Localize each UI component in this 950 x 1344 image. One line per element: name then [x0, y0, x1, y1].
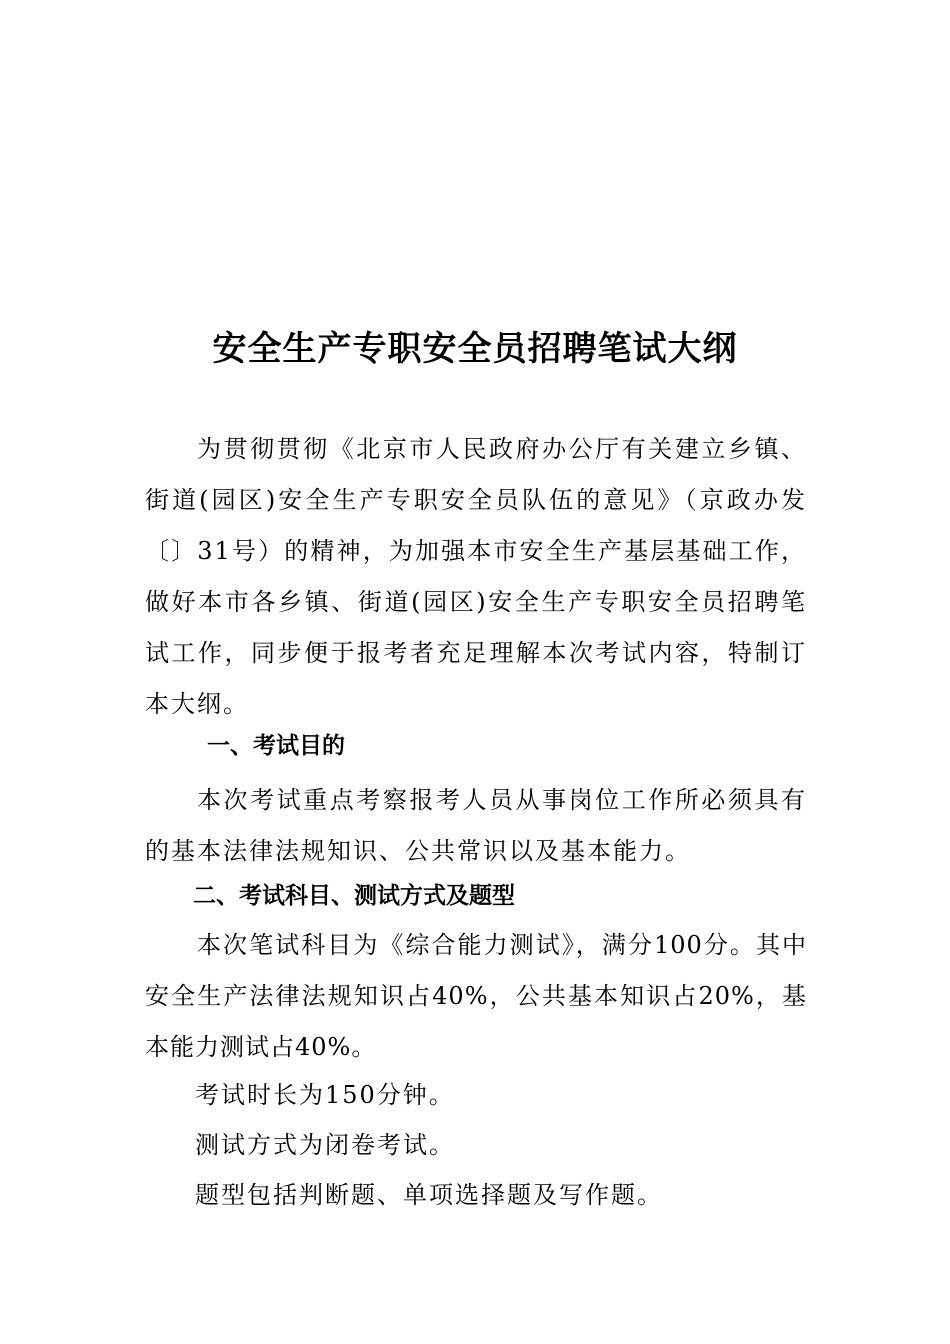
section-heading-exam-purpose: 一、考试目的 — [207, 733, 345, 759]
exam-method-line: 测试方式为闭卷考试。 — [195, 1131, 455, 1159]
intro-paragraph: 为贯彻贯彻《北京市人民政府办公厅有关建立乡镇、街道(园区)安全生产专职安全员队伍的意见》（京政办发〔〕31号）的精神，为加强本市安全生产基层基础工作，做好本市各乡镇、街道(园区)安全生产专职安全员招聘笔试工作，同步便于报考者充足理解本次考试内容，特制订本大纲。 — [145, 435, 807, 718]
section-heading-exam-subjects: 二、考试科目、测试方式及题型 — [193, 883, 515, 909]
document-title: 安全生产专职安全员招聘笔试大纲 — [212, 329, 738, 369]
exam-subject-paragraph: 本次笔试科目为《综合能力测试》，满分100分。其中安全生产法律法规知识占40%，公共基本知识占20%，基本能力测试占40%。 — [145, 931, 807, 1061]
question-types-line: 题型包括判断题、单项选择题及写作题。 — [195, 1181, 663, 1209]
exam-purpose-paragraph: 本次考试重点考察报考人员从事岗位工作所必须具有的基本法律法规知识、公共常识以及基本能力。 — [145, 786, 807, 865]
exam-duration-line: 考试时长为150分钟。 — [195, 1081, 455, 1109]
